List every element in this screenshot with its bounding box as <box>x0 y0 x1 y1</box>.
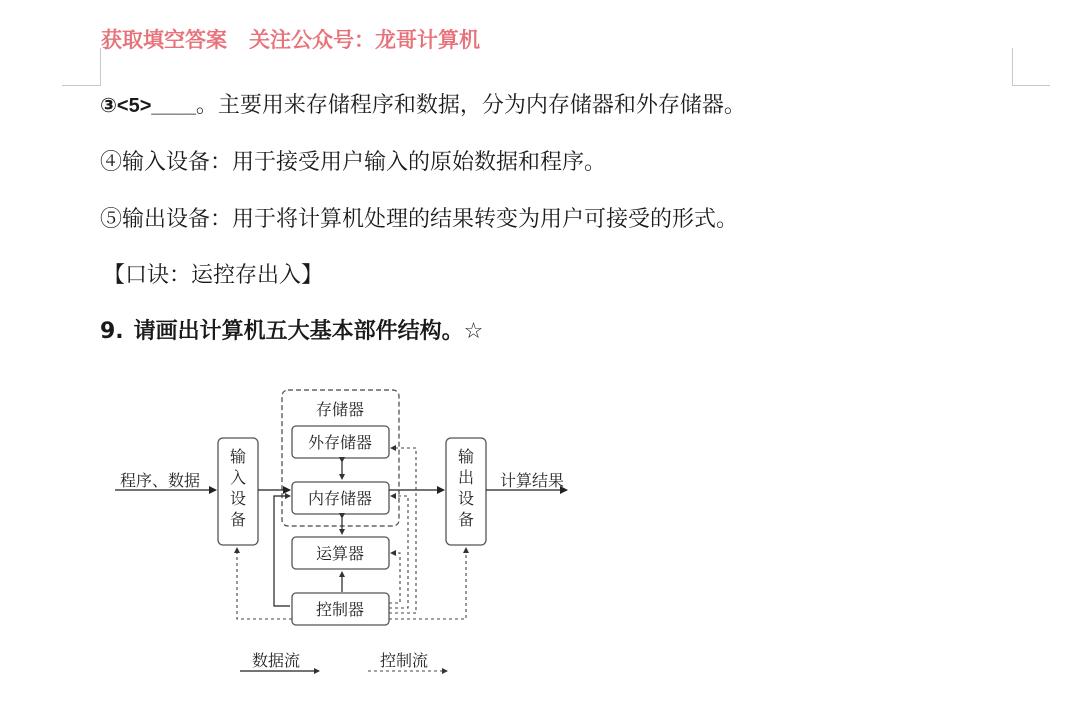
question-number: 9. <box>100 319 124 344</box>
result-label: 计算结果 <box>499 471 565 490</box>
storage-title: 存储器 <box>315 400 365 419</box>
legend-data-flow-label: 数据流 <box>251 651 301 670</box>
input-device-char-1: 输 <box>229 447 247 466</box>
item-4-line: ④输入设备：用于接受用户输入的原始数据和程序。 <box>100 150 607 175</box>
output-device-char-1: 输 <box>457 447 475 466</box>
control-to-alu-path <box>389 553 400 603</box>
control-to-external-path <box>389 448 416 613</box>
mnemonic-line: 【口诀：运控存出入】 <box>103 263 324 288</box>
output-device-char-4: 备 <box>457 510 475 529</box>
program-data-label: 程序、数据 <box>119 471 201 490</box>
item-3-mark: ③<5> <box>100 95 152 117</box>
input-device-char-4: 备 <box>229 510 247 529</box>
input-device-char-2: 入 <box>229 468 247 487</box>
controller-label: 控制器 <box>315 600 365 619</box>
output-device-char-2: 出 <box>457 468 475 487</box>
internal-memory-label: 内存储器 <box>307 489 373 508</box>
control-to-input-path <box>237 548 292 619</box>
header-wechat-text: 关注公众号：龙哥计算机 <box>249 28 480 52</box>
external-memory-label: 外存储器 <box>307 433 373 452</box>
question-text: 请画出计算机五大基本部件结构。☆ <box>133 319 484 344</box>
output-device-char-3: 设 <box>457 489 475 508</box>
control-to-internal-path <box>389 496 408 608</box>
legend-control-flow-label: 控制流 <box>379 651 429 670</box>
input-device-char-3: 设 <box>229 489 247 508</box>
alu-label: 运算器 <box>315 544 365 563</box>
item-3-blank: ____ <box>151 95 196 117</box>
item-3-text: 。主要用来存储程序和数据，分为内存储器和外存储器。 <box>195 93 746 118</box>
header-answer-text: 获取填空答案 <box>101 28 227 52</box>
item-5-line: ⑤输出设备：用于将计算机处理的结果转变为用户可接受的形式。 <box>100 207 739 232</box>
